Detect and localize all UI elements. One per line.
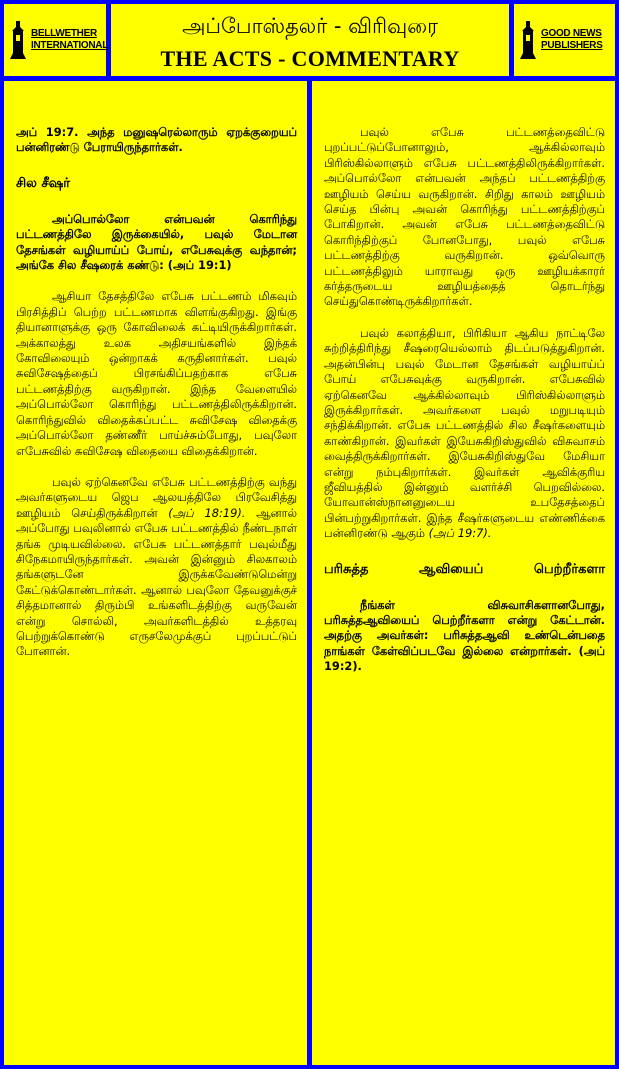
paragraph xyxy=(16,475,297,660)
scripture-reference: (அப் 18:19). xyxy=(168,505,246,520)
page-header xyxy=(111,4,509,76)
verse-intro: அப் 19:7. அந்த மனுஷரெல்லாரும் ஏறக்குறையப் பன்னிரண்டு பேராயிருந்தார்கள். xyxy=(16,125,297,155)
logo-right-line2: PUBLISHERS xyxy=(541,40,603,51)
bell-tower-icon xyxy=(8,19,28,61)
paragraph: பவுல் எபேசு பட்டணத்தைவிட்டு புறப்பட்டுப்போனாலும், ஆக்கில்லாவும் பிரிஸ்கில்லாளும் எபேசு பட்டணத்திலிருக்கிறார்கள். அப்பொல்லோ என்பவன் அந்தப் பட்டணத்திற்கு ஊழியம் செய்ய வருகிறான். சிறிது காலம் ஊழியம் செய்த பின்பு அவன் கொரிந்து பட்டணத்திற்குப் போகிறான். அவன் எபேசு பட்டணத்தைவிட்டு கொரிந்திற்குப் போனபோது, பவுல் எபேசு பட்டணத்திற்கு வருகிறான். ஒவ்வொரு பட்டணத்திலும் யாராவது ஒரு ஊழியக்காரர் கர்த்தருடைய ஊழியத்தைத் தொடர்ந்து செய்துகொண்டிருக்கிறார்கள். xyxy=(324,125,605,309)
logo-right-line1: GOOD NEWS xyxy=(541,28,602,39)
left-column xyxy=(4,81,307,1065)
title-tamil: அப்போஸ்தலர் - விரிவுரை xyxy=(182,14,438,38)
scripture-reference: (அப் 19:7). xyxy=(428,526,492,541)
paragraph-text: பவுல் கலாத்தியா, பிரிகியா ஆகிய நாட்டிலே சுற்றித்திரிந்து சீஷரையெல்லாம் திடப்படுத்துகிறான். அதன்பின்பு பவுல் மேடான தேசங்கள் வழியாய்ப் போய் எபேசுவுக்கு வருகிறான். எபேசுவில் ஏற்கெனவே ஆக்கில்லாவும் பிரிஸ்கில்லாளும் இருக்கிறார்கள். அவர்களை பவுல் மறுபடியும் சந்திக்கிறான். எபேசு பட்டணத்தில் சில சீஷர்களையும் காண்கிறான். இவர்கள் இயேசுகிறிஸ்துவில் விசுவாசம் வைத்திருக்கிறார்கள். இயேசுகிறிஸ்துவே மேசியா என்று நம்புகிறார்கள். இவர்கள் ஆவிக்குரிய ஜீவியத்தில் இன்னும் வளர்ச்சி பெறவில்லை. யோவான்ஸ்நானனுடைய உபதேசத்தைப் பின்பற்றுகிறார்கள். இந்த சீஷர்களுடைய எண்ணிக்கை பன்னிரண்டு ஆகும் xyxy=(324,325,605,541)
paragraph-text: பவுல் ஏற்கெனவே எபேசு பட்டணத்திற்கு வந்து அவர்களுடைய ஜெப ஆலயத்திலே பிரவேசித்து ஊழியம் செய்திருக்கிறான் xyxy=(16,474,297,520)
title-english: THE ACTS - COMMENTARY xyxy=(160,46,460,71)
paragraph: ஆசியா தேசத்திலே எபேசு பட்டணம் மிகவும் பிரசித்திப் பெற்ற பட்டணமாக விளங்குகிறது. இங்கு தியானாளுக்கு ஒரு கோவிலைக் கட்டியிருக்கிறார்கள். அக்காலத்து உலக அதிசயங்களில் இந்தக் கோவிலையும் ஒன்றாகக் கருதினார்கள். பவுல் சுவிசேஷத்தைப் பிரசங்கிப்பதற்காக எபேசு பட்டணத்திற்கு வருகிறான். இந்த வேளையில் அப்பொல்லோ கொரிந்து பட்டணத்திலிருக்கிறான். கொரிந்துவில் விதைக்கப்பட்ட சுவிசேஷ விதைக்கு அப்பொல்லோ தண்ணீர் பாய்ச்சும்போது, பவுலோ எபேசுவில் சுவிசேஷ விதையை விதைக்கிறான். xyxy=(16,289,297,458)
section-heading: சில சீஷர் xyxy=(16,175,71,191)
bell-tower-icon xyxy=(518,19,538,61)
logo-left-line2: INTERNATIONAL xyxy=(31,40,109,51)
verse-quote: நீங்கள் விசுவாசிகளானபோது, பரிசுத்தஆவியைப் பெற்றீர்களா என்று கேட்டான். அதற்கு அவர்கள்: பரிசுத்தஆவி உண்டென்பதை நாங்கள் கேள்விப்படவே இல்லை என்றார்கள். (அப் 19:2). xyxy=(324,597,605,674)
section-heading: பரிசுத்த ஆவியைப் பெற்றீர்களா xyxy=(324,561,605,577)
good-news-logo xyxy=(514,4,615,76)
logo-left-line1: BELLWETHER xyxy=(31,28,97,39)
paragraph-text: ஆனால் அப்போது பவுலினால் எபேசு பட்டணத்தில் நீண்டநாள் தங்க முடியவில்லை. எபேசு பட்டணத்தார் பவுல்மீது சிநேகமாயிருந்தார்கள். அவன் இன்னும் சிலகாலம் தங்களுடனே இருக்கவேண்டுமென்று கேட்டுக்கொண்டார்கள். ஆனால் பவுலோ தேவனுக்குச் சித்தமானால் திரும்பி உங்களிடத்திற்கு வருவேன் என்று சொல்லி, அவர்களிடத்தில் உத்தரவு பெற்றுக்கொண்டு எருசலேமுக்குப் புறப்பட்டுப் போனான். xyxy=(16,505,298,659)
right-column xyxy=(312,81,615,1065)
bellwether-logo xyxy=(4,4,109,76)
paragraph xyxy=(324,326,605,542)
verse-quote: அப்பொல்லோ என்பவன் கொரிந்து பட்டணத்திலே இருக்கையில், பவுல் மேடான தேசங்கள் வழியாய்ப் போய், எபேசுவுக்கு வந்தான்; அங்கே சில சீஷரைக் கண்டு: (அப் 19:1) xyxy=(16,211,297,273)
